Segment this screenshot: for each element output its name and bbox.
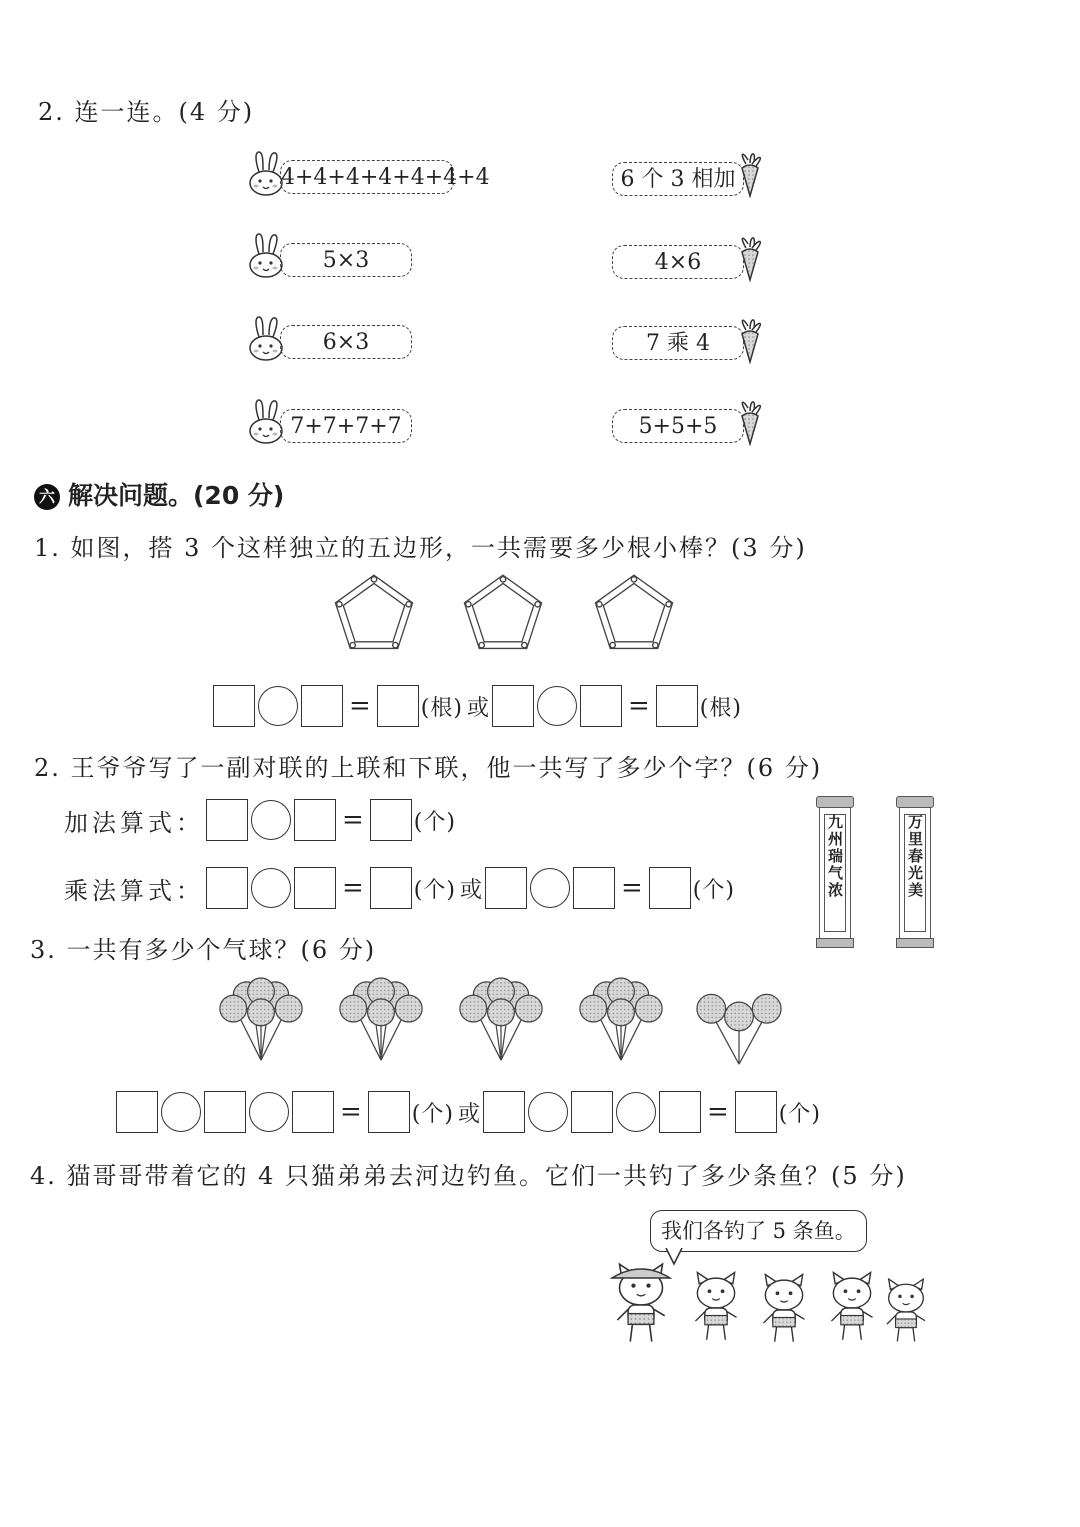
carrot-icon (736, 234, 764, 282)
operator-circle[interactable] (258, 686, 298, 726)
left-expression[interactable]: 6×3 (280, 325, 412, 359)
addition-row (64, 796, 458, 844)
answer-box[interactable] (656, 685, 698, 727)
answer-box[interactable] (294, 799, 336, 841)
right-expression[interactable]: 7 乘 4 (612, 326, 744, 360)
unit-label: (个) (778, 1101, 821, 1127)
answer-box[interactable] (735, 1091, 777, 1133)
answer-box[interactable] (649, 867, 691, 909)
unit-label: (根) (420, 695, 463, 721)
equals-sign: = (627, 691, 650, 721)
couplet-scroll-left (816, 796, 854, 948)
answer-box[interactable] (483, 1091, 525, 1133)
balloon-bunch-icon (578, 976, 664, 1066)
answer-row (213, 682, 744, 730)
operator-circle[interactable] (537, 686, 577, 726)
operator-circle[interactable] (161, 1092, 201, 1132)
section-title: 解决问题。(20 分) (68, 481, 285, 510)
answer-box[interactable] (573, 867, 615, 909)
section-heading (34, 476, 284, 512)
section-number-badge: 六 (34, 484, 60, 510)
unit-label: (个) (692, 877, 735, 903)
addition-label: 加法算式： (64, 808, 204, 837)
question-title: 2. 连一连。(4 分) (38, 98, 255, 126)
equals-sign: = (620, 873, 643, 903)
couplet-text: 九州瑞气浓 (826, 814, 844, 899)
problem-4-title: 4. 猫哥哥带着它的 4 只猫弟弟去河边钓鱼。它们一共钓了多少条鱼？(5 分) (30, 1162, 907, 1190)
cat-icon (824, 1270, 880, 1346)
left-expression[interactable]: 5×3 (280, 243, 412, 277)
cat-icon (880, 1276, 932, 1348)
balloon-bunch-icon (338, 976, 424, 1066)
problem-1-title: 1. 如图，搭 3 个这样独立的五边形，一共需要多少根小棒？(3 分) (34, 534, 807, 562)
or-label: 或 (459, 877, 483, 903)
left-expression[interactable]: 4+4+4+4+4+4+4 (280, 160, 454, 194)
operator-circle[interactable] (530, 868, 570, 908)
pentagon-sticks-icon (334, 573, 414, 655)
cat-icon (688, 1270, 744, 1346)
problem-2-title: 2. 王爷爷写了一副对联的上联和下联，他一共写了多少个字？(6 分) (34, 754, 823, 782)
answer-box[interactable] (370, 867, 412, 909)
balloon-bunch-icon (218, 976, 304, 1066)
unit-label: (个) (411, 1101, 454, 1127)
equals-sign: = (706, 1097, 729, 1127)
operator-circle[interactable] (616, 1092, 656, 1132)
answer-box[interactable] (206, 867, 248, 909)
answer-box[interactable] (206, 799, 248, 841)
or-label: 或 (466, 695, 490, 721)
answer-box[interactable] (659, 1091, 701, 1133)
answer-box[interactable] (368, 1091, 410, 1133)
equals-sign: = (349, 691, 371, 721)
operator-circle[interactable] (249, 1092, 289, 1132)
right-expression[interactable]: 5+5+5 (612, 409, 744, 443)
answer-box[interactable] (213, 685, 255, 727)
balloon-bunch-icon (696, 980, 782, 1070)
left-expression[interactable]: 7+7+7+7 (280, 409, 412, 443)
answer-box[interactable] (370, 799, 412, 841)
or-label: 或 (457, 1101, 481, 1127)
cat-icon (756, 1272, 812, 1348)
answer-box[interactable] (292, 1091, 334, 1133)
right-expression[interactable]: 4×6 (612, 245, 744, 279)
speech-bubble: 我们各钓了 5 条鱼。 (650, 1210, 867, 1252)
unit-label: (个) (413, 809, 456, 835)
carrot-icon (736, 316, 764, 364)
pentagon-sticks-icon (463, 573, 543, 655)
operator-circle[interactable] (528, 1092, 568, 1132)
answer-box[interactable] (485, 867, 527, 909)
couplet-text: 万里春光美 (906, 814, 924, 899)
answer-box[interactable] (571, 1091, 613, 1133)
carrot-icon (736, 150, 764, 198)
equals-sign: = (342, 805, 364, 835)
answer-box[interactable] (116, 1091, 158, 1133)
operator-circle[interactable] (251, 800, 291, 840)
answer-row (116, 1088, 823, 1136)
couplet-scroll-right (896, 796, 934, 948)
answer-box[interactable] (294, 867, 336, 909)
problem-3-title: 3. 一共有多少个气球？(6 分) (30, 936, 377, 964)
right-expression[interactable]: 6 个 3 相加 (612, 162, 744, 196)
balloon-bunch-icon (458, 976, 544, 1066)
carrot-icon (736, 398, 764, 446)
pentagon-sticks-icon (594, 573, 674, 655)
answer-box[interactable] (204, 1091, 246, 1133)
multiplication-label: 乘法算式： (64, 876, 204, 905)
operator-circle[interactable] (251, 868, 291, 908)
answer-box[interactable] (492, 685, 534, 727)
cat-big-brother-icon (608, 1262, 674, 1348)
answer-box[interactable] (301, 685, 343, 727)
answer-box[interactable] (580, 685, 622, 727)
equals-sign: = (340, 1097, 362, 1127)
unit-label: (根) (699, 695, 742, 721)
unit-label: (个) (413, 877, 456, 903)
equals-sign: = (342, 873, 364, 903)
multiplication-row (64, 864, 737, 912)
answer-box[interactable] (377, 685, 419, 727)
